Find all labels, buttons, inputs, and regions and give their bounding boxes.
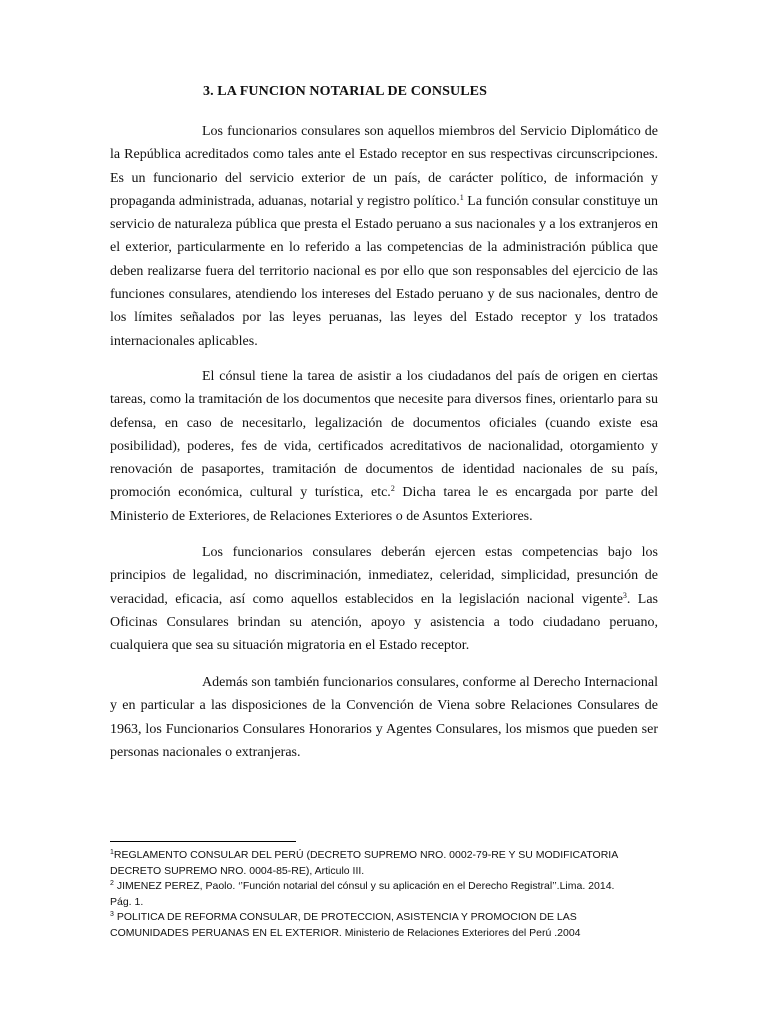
section-heading: 3. LA FUNCION NOTARIAL DE CONSULES [203,84,487,99]
footnote-2-text: JIMENEZ PEREZ, Paolo. ‘’Función notarial del cónsul y su aplicación en el Derecho Registral’’.Lima. 2014. Pág. 1. [110,880,615,908]
paragraph-1-text-b: La función consular constituye un servicio de naturaleza pública que presta el Estado peruano a sus nacionales y a los extranjeros en el exterior, particularmente en lo referido a las competencias de la administración pública que deben realizarse fuera del territorio nacional es por ello que son responsables del ejercicio de las funciones consulares, atendiendo los intereses del Estado peruano y de sus nacionales, dentro de los límites señalados por las leyes peruanas, las leyes del Estado receptor y los tratados internacionales aplicables. [110,193,658,349]
footnote-separator [110,841,296,842]
footnote-1 [110,848,620,879]
footnotes [110,848,620,942]
footnote-ref-1: 1 [459,192,464,202]
footnote-3-mark: 3 [110,911,114,919]
footnote-2-mark: 2 [110,880,114,888]
paragraph-2 [110,365,658,528]
paragraph-3-text-a: Los funcionarios consulares deberán ejercen estas competencias bajo los principios de legalidad, no discriminación, inmediatez, celeridad, simplicidad, presunción de veracidad, eficacia, así como aquellos establecidos en la legislación nacional vigente [110,545,658,607]
footnote-1-mark: 1 [110,849,114,856]
paragraph-2-text-a: El cónsul tiene la tarea de asistir a los ciudadanos del país de origen en ciertas tareas, como la tramitación de los documentos que necesite para diversos fines, orientarlo para su defensa, en caso de necesitarlo, legalización de documentos oficiales (cuando existe esa posibilidad), poderes, fes de vida, certificados acreditativos de nacionalidad, otorgamiento y renovación de pasaportes, tramitación de documentos de identidad nacionales de su país, promoción económica, cultural y turística, etc. [110,369,658,501]
paragraph-1-text-a: Los funcionarios consulares son aquellos miembros del Servicio Diplomático de la República acreditados como tales ante el Estado receptor en sus respectivas circunscripciones. Es un funcionario del servicio exterior de un país, de carácter político, de información y propaganda administrada, aduanas, notarial y registro político. [110,124,658,209]
paragraph-2-text-b: Dicha tarea le es encargada por parte del Ministerio de Exteriores, de Relaciones Exteriores o de Asuntos Exteriores. [110,485,658,524]
paragraph-3-text-b: . Las Oficinas Consulares brindan su atención, apoyo y asistencia a todo ciudadano peruano, cualquiera que sea su situación migratoria en el Estado receptor. [110,591,659,654]
footnote-2 [110,879,620,910]
footnote-3 [110,910,620,941]
paragraph-4-text: Además son también funcionarios consulares, conforme al Derecho Internacional y en particular a las disposiciones de la Convención de Viena sobre Relaciones Consulares de 1963, los Funcionarios Consulares Honorarios y Agentes Consulares, los mismos que pueden ser personas nacionales o extranjeras. [110,675,658,760]
footnote-1-text: REGLAMENTO CONSULAR DEL PERÚ (DECRETO SUPREMO NRO. 0002-79-RE Y SU MODIFICATORIA DECRETO SUPREMO NRO. 0004-85-RE), Articulo III. [110,849,618,877]
footnote-ref-2: 2 [390,484,395,494]
footnote-ref-3: 3 [622,590,627,600]
paragraph-1 [110,120,658,353]
footnote-3-text: POLITICA DE REFORMA CONSULAR, DE PROTECCION, ASISTENCIA Y PROMOCION DE LAS COMUNIDADES PERUANAS EN EL EXTERIOR. Ministerio de Relaciones Exteriores del Perú .2004 [110,911,581,939]
paragraph-3 [110,541,658,657]
paragraph-4 [110,671,658,764]
